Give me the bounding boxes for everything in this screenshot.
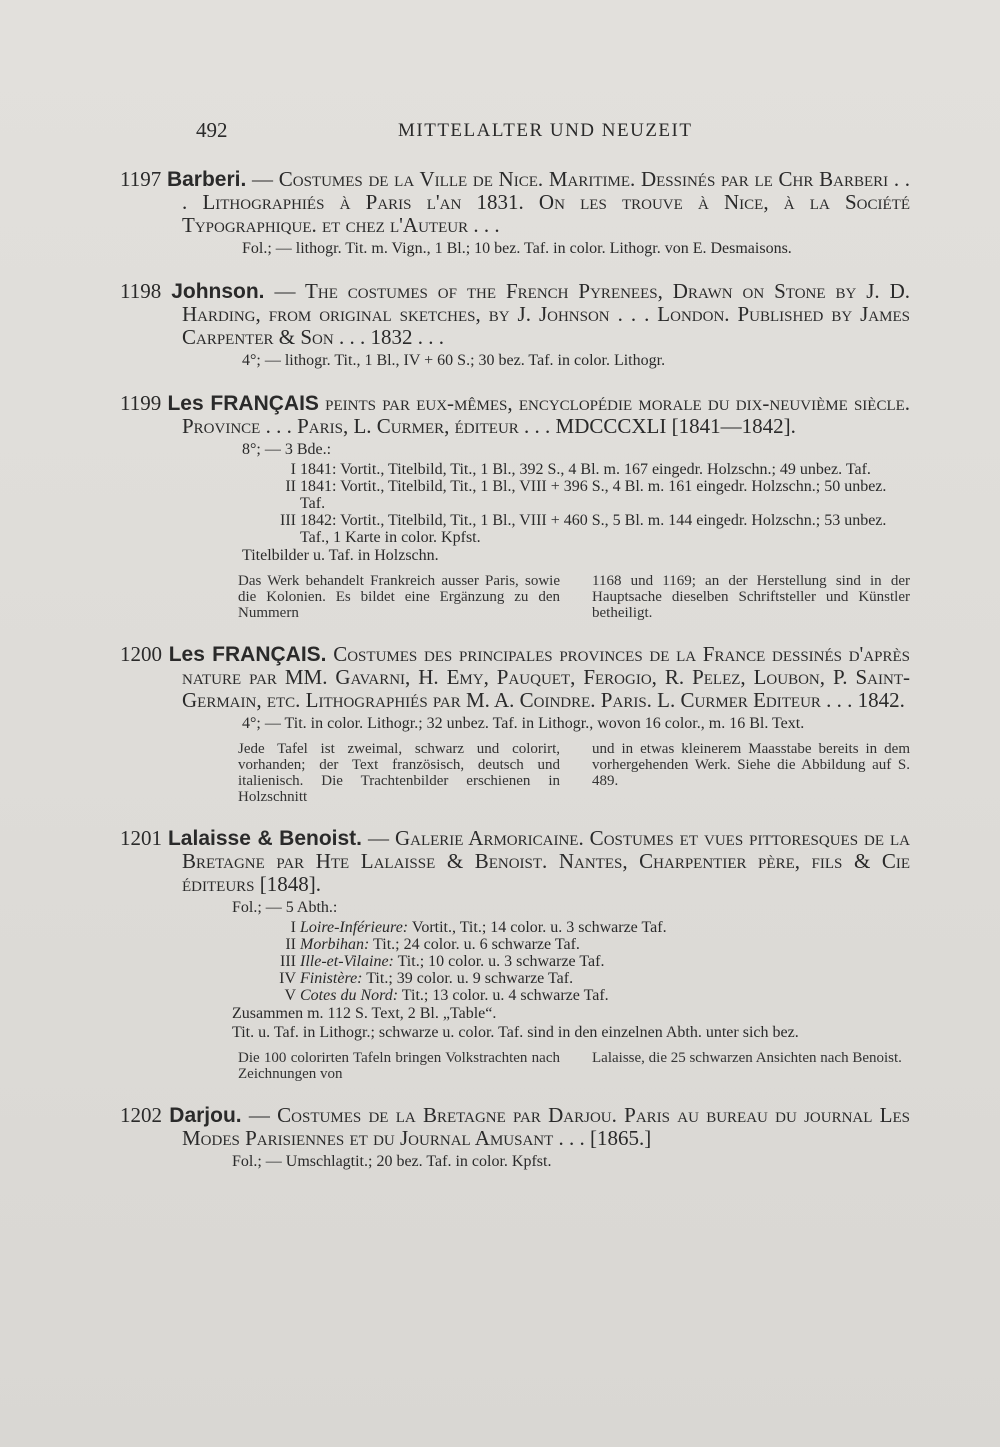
entry-1202 bbox=[120, 1104, 910, 1171]
entry-author: Barberi. bbox=[166, 168, 247, 191]
volume-text: Tit.; 10 color. u. 3 schwarze Taf. bbox=[397, 953, 605, 970]
entry-author: Darjou. bbox=[169, 1104, 242, 1127]
catalogue-body bbox=[120, 168, 910, 1193]
entry-1200 bbox=[120, 643, 910, 805]
volume-text: Tit.; 24 color. u. 6 schwarze Taf. bbox=[373, 936, 580, 953]
volume-place: Finistère: bbox=[300, 970, 363, 987]
volume-item bbox=[270, 478, 910, 512]
running-title: MITTELALTER UND NEUZEIT bbox=[398, 120, 693, 141]
entry-number: 1201 bbox=[120, 826, 162, 850]
volume-list bbox=[120, 919, 910, 1004]
entry-title: peints par eux-mêmes, encyclopédie morale du dix-neuvième siècle. Province . . . Paris, L. Curmer, éditeur . . . MDCCCXLI [1841—1842]. bbox=[182, 391, 911, 438]
entry-author: Lalaisse & Benoist. bbox=[167, 827, 363, 850]
entry-title: — Costumes de la Bretagne par Darjou. Paris au bureau du journal Les Modes Parisiennes et du Journal Amusant . . . [1865.] bbox=[182, 1103, 911, 1150]
volume-item bbox=[270, 512, 910, 546]
entry-title: — Costumes de la Ville de Nice. Maritime. Dessinés par le Chr Barberi . . . Lithographiés à Paris l'an 1831. On les trouve à Nice, à la Société Typographique. et chez l'Auteur . . . bbox=[182, 167, 911, 237]
volume-text: 1842: Vortit., Titelbild, Tit., 1 Bl., VIII + 460 S., 5 Bl. m. 144 eingedr. Holzschn.; 53 unbez. Taf., 1 Karte in color. Kpfst. bbox=[300, 512, 887, 546]
entry-description: 4°; — Tit. in color. Lithogr.; 32 unbez. Taf. in Lithogr., wovon 16 color., m. 16 Bl. Text. bbox=[242, 715, 805, 732]
entry-number: 1202 bbox=[120, 1103, 162, 1127]
entry-title: — Galerie Armoricaine. Costumes et vues pittoresques de la Bretagne par Hte Lalaisse & Benoist. Nantes, Charpentier père, fils & Cie éditeurs [1848]. bbox=[182, 826, 910, 896]
volume-numeral: I bbox=[290, 461, 296, 478]
entry-note bbox=[238, 741, 910, 805]
entry-extra: Titelbilder u. Taf. in Holzschn. bbox=[242, 547, 439, 564]
volume-text: 1841: Vortit., Titelbild, Tit., 1 Bl., VIII + 396 S., 4 Bl. m. 161 eingedr. Holzschn.; 50 unbez. Taf. bbox=[300, 478, 887, 512]
note-right: 1168 und 1169; an der Herstellung sind in der Hauptsache dieselben Schriftsteller und Künstler betheiligt. bbox=[592, 573, 910, 621]
volume-numeral: III bbox=[280, 512, 296, 529]
entry-number: 1198 bbox=[120, 279, 162, 303]
page-header bbox=[0, 118, 1000, 152]
volume-item bbox=[270, 936, 910, 953]
volume-numeral: I bbox=[290, 919, 296, 936]
entry-extra: Zusammen m. 112 S. Text, 2 Bl. „Table“. bbox=[232, 1005, 497, 1022]
note-left: Die 100 colorirten Tafeln bringen Volkstrachten nach Zeichnungen von bbox=[238, 1050, 560, 1082]
volume-numeral: V bbox=[284, 987, 296, 1004]
volume-item bbox=[270, 970, 910, 987]
note-right: und in etwas kleinerem Maasstabe bereits in dem vorhergehenden Werk. Siehe die Abbildung auf S. 489. bbox=[592, 741, 910, 789]
entry-author: Les FRANÇAIS. bbox=[168, 643, 327, 666]
entry-1199 bbox=[120, 392, 910, 621]
note-right: Lalaisse, die 25 schwarzen Ansichten nach Benoist. bbox=[592, 1050, 902, 1066]
volume-item bbox=[270, 919, 910, 936]
volume-item bbox=[270, 461, 910, 478]
entry-extra-2: Tit. u. Taf. in Lithogr.; schwarze u. color. Taf. sind in den einzelnen Abth. unter sich bez. bbox=[232, 1024, 799, 1041]
entry-title: — The costumes of the French Pyrenees, Drawn on Stone by J. D. Harding, from original sketches, by J. Johnson . . . London. Published by James Carpenter & Son . . . 1832 . . . bbox=[182, 279, 911, 349]
entry-number: 1199 bbox=[120, 391, 162, 415]
entry-author: Les FRANÇAIS bbox=[167, 392, 319, 415]
volume-numeral: III bbox=[280, 953, 296, 970]
entry-title: Costumes des principales provinces de la France dessinés d'après nature par MM. Gavarni, H. Emy, Pauquet, Ferogio, R. Pelez, Loubon, P. Saint-Germain, etc. Lithographiés par M. A. Coindre. Paris. L. Curmer Editeur . . . 1842. bbox=[182, 642, 910, 712]
volume-text: Vortit., Tit.; 14 color. u. 3 schwarze Taf. bbox=[411, 919, 667, 936]
volume-text: Tit.; 13 color. u. 4 schwarze Taf. bbox=[401, 987, 609, 1004]
entry-1201 bbox=[120, 827, 910, 1082]
page-number: 492 bbox=[196, 118, 228, 142]
note-left: Das Werk behandelt Frankreich ausser Paris, sowie die Kolonien. Es bildet eine Ergänzung zu den Nummern bbox=[238, 573, 560, 621]
note-left: Jede Tafel ist zweimal, schwarz und colorirt, vorhanden; der Text französisch, deutsch und italienisch. Die Trachtenbilder erschienen in Holzschnitt bbox=[238, 741, 560, 805]
volume-place: Morbihan: bbox=[300, 936, 370, 953]
volume-numeral: IV bbox=[279, 970, 296, 987]
volume-item bbox=[270, 987, 910, 1004]
volume-place: Cotes du Nord: bbox=[300, 987, 399, 1004]
volume-place: Ille-et-Vilaine: bbox=[300, 953, 394, 970]
entry-number: 1197 bbox=[120, 167, 162, 191]
entry-description: 4°; — lithogr. Tit., 1 Bl., IV + 60 S.; 30 bez. Taf. in color. Lithogr. bbox=[242, 352, 666, 369]
entry-description: Fol.; — lithogr. Tit. m. Vign., 1 Bl.; 10 bez. Taf. in color. Lithogr. von E. Desmaisons. bbox=[242, 240, 792, 257]
entry-description: Fol.; — 5 Abth.: bbox=[232, 899, 338, 916]
entry-note bbox=[238, 573, 910, 621]
entry-number: 1200 bbox=[120, 642, 162, 666]
entry-1197 bbox=[120, 168, 910, 258]
volume-text: Tit.; 39 color. u. 9 schwarze Taf. bbox=[366, 970, 574, 987]
volume-numeral: II bbox=[285, 478, 296, 495]
entry-1198 bbox=[120, 280, 910, 370]
entry-description: Fol.; — Umschlagtit.; 20 bez. Taf. in color. Kpfst. bbox=[232, 1153, 552, 1170]
entry-description: 8°; — 3 Bde.: bbox=[242, 441, 332, 458]
entry-author: Johnson. bbox=[171, 280, 265, 303]
volume-text: 1841: Vortit., Titelbild, Tit., 1 Bl., 392 S., 4 Bl. m. 167 eingedr. Holzschn.; 49 unbez. Taf. bbox=[300, 461, 871, 478]
volume-item bbox=[270, 953, 910, 970]
volume-place: Loire-Inférieure: bbox=[300, 919, 409, 936]
volume-list bbox=[120, 461, 910, 546]
volume-numeral: II bbox=[285, 936, 296, 953]
entry-note bbox=[238, 1050, 910, 1082]
